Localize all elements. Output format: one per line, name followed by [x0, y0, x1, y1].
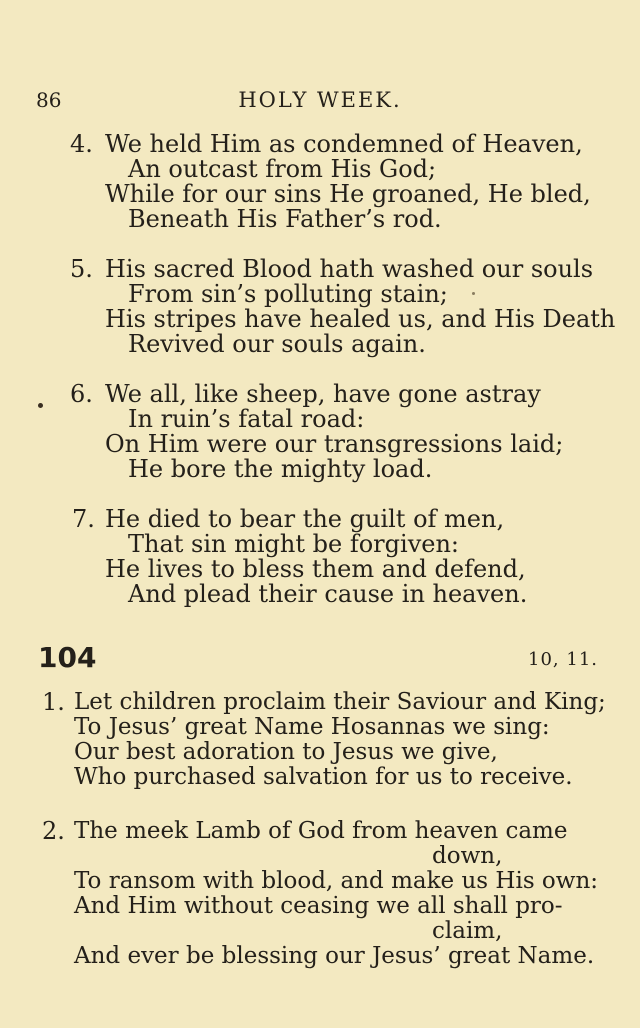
hymn-number: 104: [38, 641, 97, 674]
stanza-number: 1.: [42, 688, 65, 716]
verse-line: He lives to bless them and defend,: [105, 555, 526, 583]
ink-speck: [38, 403, 43, 408]
stanza-number: 5.: [70, 255, 93, 283]
verse-line: And ever be blessing our Jesus’ great Name.: [74, 943, 595, 969]
verse-line: And plead their cause in heaven.: [128, 580, 528, 608]
ink-speck: [472, 292, 475, 295]
verse-line: From sin’s polluting stain;: [128, 280, 448, 308]
verse-line: An outcast from His God;: [128, 155, 437, 183]
verse-line-continuation: down,: [432, 843, 503, 869]
verse-line: Who purchased salvation for us to receive.: [74, 764, 573, 790]
stanza-number: 4.: [70, 130, 93, 158]
verse-line: And Him without ceasing we all shall pro-: [74, 893, 563, 919]
verse-line: The meek Lamb of God from heaven came: [74, 818, 568, 844]
verse-line: We held Him as condemned of Heaven,: [105, 130, 583, 158]
verse-line-continuation: claim,: [432, 918, 503, 944]
page-number: 86: [36, 88, 62, 112]
verse-line: While for our sins He groaned, He bled,: [105, 180, 591, 208]
verse-line: To ransom with blood, and make us His own:: [74, 868, 599, 894]
running-head: HOLY WEEK.: [238, 88, 402, 112]
hymn-meter: 10, 11.: [528, 649, 598, 670]
verse-line: We all, like sheep, have gone astray: [105, 380, 541, 408]
verse-line: In ruin’s fatal road:: [128, 405, 365, 433]
verse-line: Our best adoration to Jesus we give,: [74, 739, 498, 765]
verse-line: That sin might be forgiven:: [128, 530, 459, 558]
verse-line: He bore the mighty load.: [128, 455, 433, 483]
stanza-number: 2.: [42, 817, 65, 845]
verse-line: He died to bear the guilt of men,: [105, 505, 505, 533]
verse-line: Revived our souls again.: [128, 330, 426, 358]
stanza-number: 6.: [70, 380, 93, 408]
stanza-number: 7.: [72, 505, 95, 533]
verse-line: On Him were our transgressions laid;: [105, 430, 564, 458]
verse-line: His stripes have healed us, and His Death: [105, 305, 616, 333]
verse-line: To Jesus’ great Name Hosannas we sing:: [74, 714, 550, 740]
verse-line: Beneath His Father’s rod.: [128, 205, 442, 233]
verse-line: Let children proclaim their Saviour and King;: [74, 689, 606, 715]
verse-line: His sacred Blood hath washed our souls: [105, 255, 594, 283]
